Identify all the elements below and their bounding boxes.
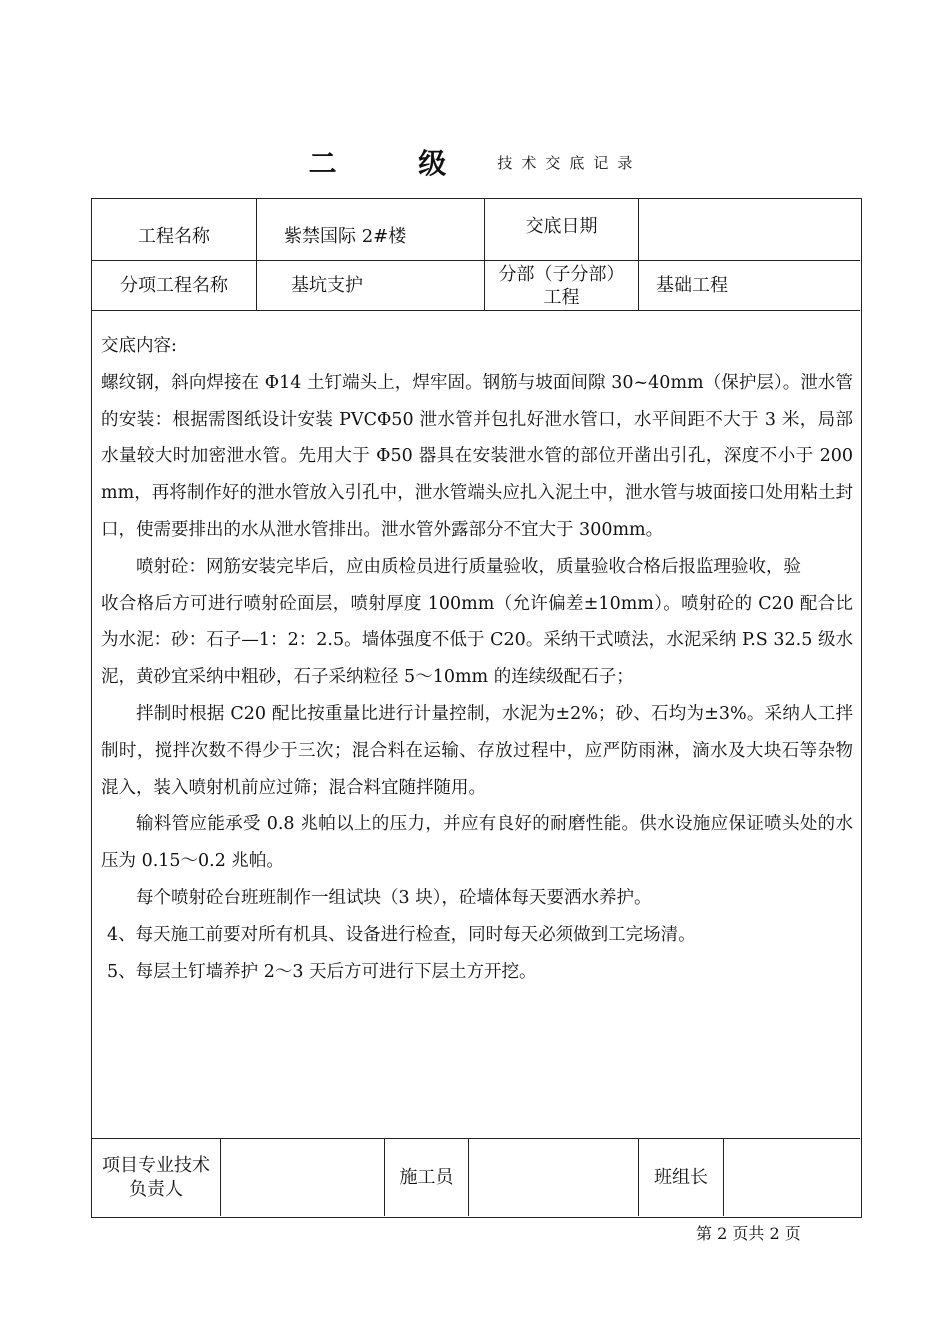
constructor-value bbox=[469, 1139, 639, 1216]
document-title bbox=[0, 142, 950, 182]
tech-lead-value bbox=[221, 1139, 385, 1216]
content-paragraph: 收合格后方可进行喷射砼面层，喷射厚度 100mm（允许偏差±10mm）。喷射砼的 C20 配合比为水泥：砂：石子—1：2：2.5。墙体强度不低于 C20。采纳干式喷法，水泥采纳 P.S 32.5 级水泥，黄砂宜采纳中粗砂，石子采纳粒径 5～10mm 的连续级配石子； bbox=[101, 593, 853, 688]
constructor-label: 施工员 bbox=[385, 1139, 469, 1216]
date-label: 交底日期 bbox=[485, 199, 639, 261]
content-label: 交底内容: bbox=[101, 336, 177, 356]
content-paragraph: 每个喷射砼台班班制作一组试块（3 块），砼墙体每天要洒水养护。 bbox=[136, 887, 652, 908]
division-value: 基础工程 bbox=[639, 261, 860, 311]
content-paragraph: 输料管应能承受 0.8 兆帕以上的压力，并应有良好的耐磨性能。供水设施应保证喷头处的水压为 0.15～0.2 兆帕。 bbox=[101, 814, 853, 872]
content-list-item: 5、每层土钉墙养护 2～3 天后方可进行下层土方开挖。 bbox=[107, 961, 537, 982]
sub-project-label: 分项工程名称 bbox=[92, 261, 257, 311]
content-paragraph: 喷射砼：网筋安装完毕后，应由质检员进行质量验收，质量验收合格后报监理验收，验 bbox=[136, 556, 801, 577]
division-label: 分部（子分部） 工程 bbox=[485, 261, 639, 311]
briefing-content bbox=[101, 328, 853, 990]
content-paragraph: 拌制时根据 C20 配比按重量比进行计量控制，水泥为±2%；砂、石均为±3%。采纳人工拌制时，搅拌次数不得少于三次；混合料在运输、存放过程中，应严防雨淋，滴水及大块石等杂物混入，装入喷射机前应过筛；混合料宜随拌随用。 bbox=[101, 703, 853, 798]
title-subtitle: 技术交底记录 bbox=[497, 153, 642, 172]
content-paragraph: 螺纹钢，斜向焊接在 Φ14 土钉端头上，焊牢固。钢筋与坡面间隙 30~40mm（保护层）。泄水管的安装：根据需图纸设计安装 PVCΦ50 泄水管并包扎好泄水管口，水平间距不大于 3 米，局部水量较大时加密泄水管。先用大于 Φ50 器具在安装泄水管的部位开凿出引孔，深度不小于 200 mm，再将制作好的泄水管放入引孔中，泄水管端头应扎入泥土中，泄水管与坡面接口处用粘土封口，使需要排出的水从泄水管排出。泄水管外露部分不宜大于 300mm。 bbox=[101, 372, 853, 540]
team-leader-value bbox=[724, 1139, 860, 1216]
project-name-label: 工程名称 bbox=[92, 199, 257, 261]
tech-lead-label: 项目专业技术 负责人 bbox=[92, 1139, 221, 1216]
content-list-item: 4、每天施工前要对所有机具、设备进行检查，同时每天必须做到工完场清。 bbox=[107, 924, 696, 945]
sub-project-value: 基坑支护 bbox=[257, 261, 485, 311]
project-name-value: 紫禁国际 2#楼 bbox=[257, 199, 485, 261]
title-level: 二 级 bbox=[308, 147, 483, 180]
page-number: 第 2 页共 2 页 bbox=[696, 1224, 801, 1243]
team-leader-label: 班组长 bbox=[639, 1139, 724, 1216]
date-value bbox=[639, 199, 860, 261]
